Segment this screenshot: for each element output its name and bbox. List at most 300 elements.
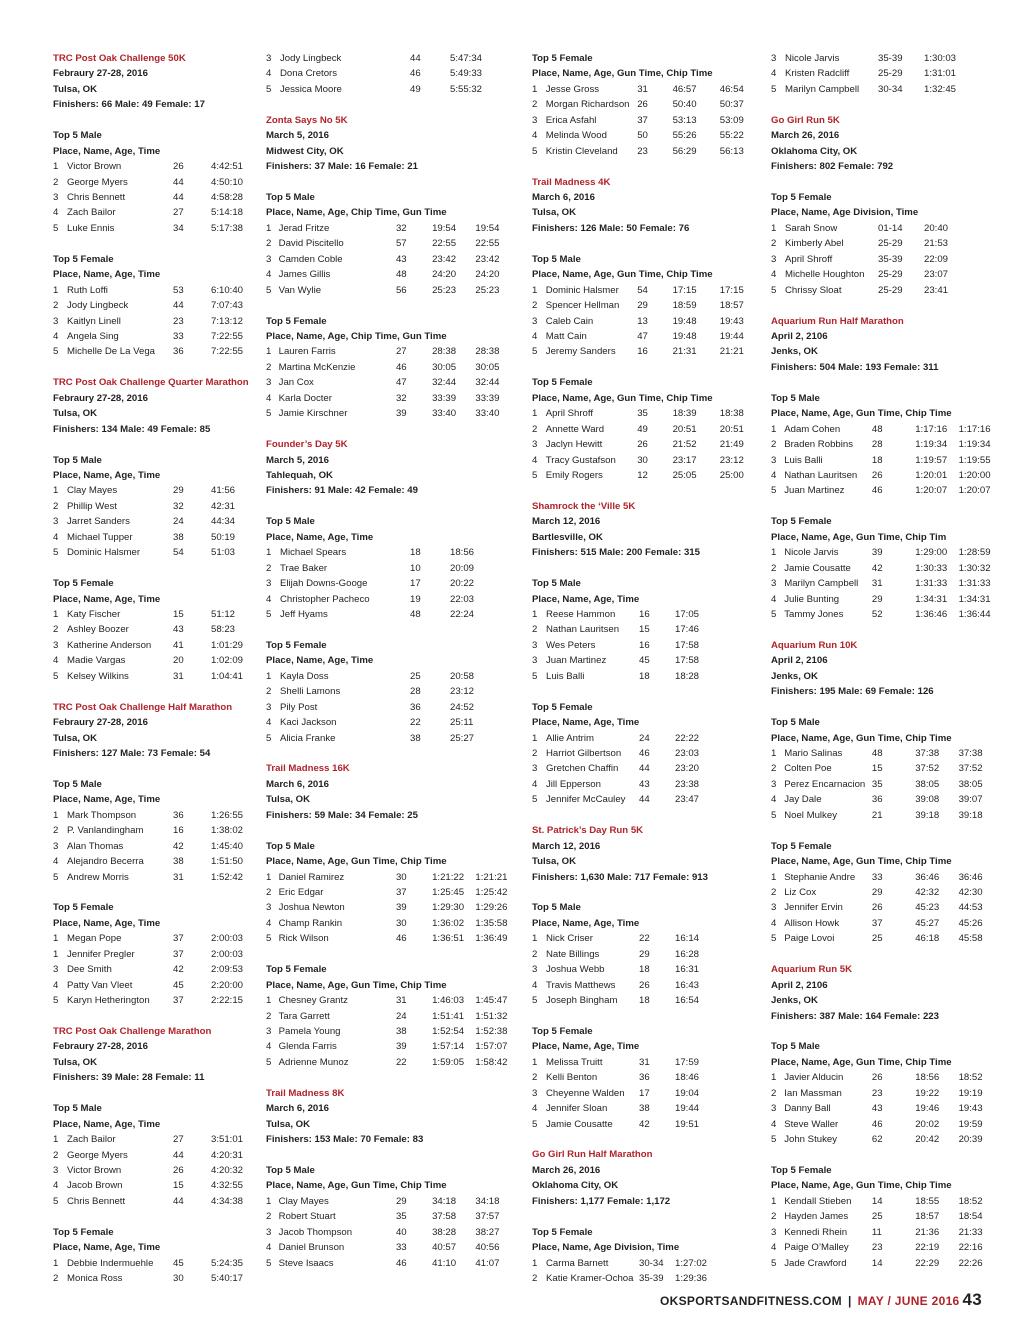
time-cell: 1:46:03 — [432, 995, 465, 1007]
name-cell: Pamela Young — [278, 1025, 341, 1037]
section-heading: Top 5 Female — [532, 1226, 593, 1238]
age-cell: 33 — [871, 871, 883, 883]
time-cell: 1:29:36 — [675, 1273, 708, 1285]
place-cell: 4 — [771, 68, 777, 80]
time-cell: 1:38:02 — [211, 825, 244, 837]
page-footer — [660, 1290, 982, 1310]
age-cell: 36 — [173, 346, 184, 358]
place-cell: 5 — [266, 1056, 272, 1068]
time-cell: 37:58 — [432, 1211, 457, 1223]
results-block — [266, 51, 516, 113]
name-cell: Karyn Hetherington — [67, 995, 150, 1007]
result-row — [771, 931, 1001, 946]
time-cell: 1:25:45 — [432, 886, 465, 898]
result-row — [53, 1256, 263, 1271]
section-heading: Top 5 Female — [771, 516, 832, 528]
place-cell: 5 — [53, 222, 59, 234]
time-cell-2: 25:23 — [475, 284, 500, 296]
result-row — [532, 947, 764, 962]
time-cell: 6:10:40 — [211, 284, 244, 296]
section-heading: Top 5 Female — [532, 53, 593, 64]
age-cell: 29 — [871, 886, 883, 898]
name-cell: Jody Lingbeck — [280, 53, 342, 64]
age-cell: 42 — [173, 840, 184, 852]
time-cell-2: 46:54 — [719, 83, 744, 95]
time-cell: 2:00:03 — [211, 948, 244, 960]
result-row — [771, 437, 1001, 452]
race-meta: Finishers: 195 Male: 69 Female: 126 — [771, 686, 934, 698]
place-cell: 2 — [266, 361, 272, 373]
result-row — [53, 638, 263, 653]
age-cell: 52 — [871, 608, 883, 620]
name-cell: Carma Barnett — [546, 1257, 609, 1269]
time-cell: 28:38 — [432, 346, 457, 358]
time-cell: 1:31:01 — [924, 68, 957, 80]
race-meta: March 5, 2016 — [266, 130, 329, 142]
result-row — [771, 483, 1001, 498]
result-row — [771, 468, 1001, 483]
name-cell: Luis Balli — [784, 454, 823, 466]
age-cell: 27 — [173, 207, 184, 219]
name-cell: Kristin Cleveland — [545, 145, 618, 157]
result-row — [53, 344, 263, 359]
place-cell: 3 — [532, 763, 538, 775]
age-cell: 56 — [395, 284, 407, 296]
result-row — [771, 252, 1001, 267]
age-cell: 26 — [639, 979, 650, 991]
result-row — [266, 267, 516, 282]
section-heading: Top 5 Male — [266, 840, 315, 852]
spacer — [771, 1148, 1001, 1163]
age-cell: 18 — [639, 995, 650, 1007]
place-cell: 2 — [771, 238, 777, 250]
age-cell: 22 — [395, 1056, 407, 1068]
place-cell: 5 — [266, 1257, 272, 1269]
age-cell: 33 — [395, 1242, 407, 1254]
name-cell: Luke Ennis — [67, 222, 115, 234]
age-cell: 29 — [395, 1195, 407, 1207]
name-cell: Kaci Jackson — [280, 717, 337, 729]
race-meta: March 12, 2016 — [532, 840, 601, 852]
place-cell: 2 — [532, 300, 538, 312]
spacer — [266, 622, 516, 637]
name-cell: Kendall Stieben — [784, 1195, 852, 1207]
result-row — [771, 82, 1001, 97]
result-row — [771, 808, 1001, 823]
time-cell: 16:31 — [675, 964, 700, 976]
age-cell: 16 — [173, 825, 184, 837]
time-cell-2: 18:52 — [958, 1072, 983, 1084]
age-cell: 28 — [410, 686, 421, 698]
time-cell: 23:38 — [675, 778, 700, 790]
result-row — [532, 1271, 764, 1286]
age-cell: 18 — [639, 670, 650, 682]
time-cell: 7:13:12 — [211, 315, 244, 327]
spacer — [266, 97, 516, 112]
name-cell: Mark Thompson — [67, 809, 137, 821]
time-cell-2: 19:54 — [475, 222, 500, 234]
name-cell: Dominic Halsmer — [67, 547, 141, 559]
result-row — [532, 746, 764, 761]
time-cell: 19:54 — [432, 222, 457, 234]
result-row — [532, 792, 764, 807]
footer-separator: | — [847, 1294, 852, 1308]
age-cell: 42 — [871, 562, 883, 574]
name-cell: Hayden James — [784, 1211, 849, 1223]
place-cell: 4 — [266, 917, 272, 929]
place-cell: 3 — [771, 578, 777, 590]
time-cell: 44:34 — [211, 516, 236, 528]
age-cell: 44 — [410, 53, 421, 64]
age-cell: 37 — [173, 948, 184, 960]
result-row — [53, 1178, 263, 1193]
spacer — [53, 1287, 263, 1302]
name-cell: Jacob Brown — [67, 1180, 123, 1192]
place-cell: 4 — [532, 778, 538, 790]
race-meta: Tulsa, OK — [53, 83, 98, 95]
spacer — [53, 1009, 263, 1024]
place-cell: 1 — [53, 284, 59, 296]
column-headers: Place, Name, Age, Gun Time, Chip Time — [771, 856, 952, 868]
age-cell: 49 — [637, 423, 648, 435]
name-cell: Colten Poe — [784, 763, 832, 775]
time-cell: 1:20:01 — [915, 470, 948, 481]
time-cell-2: 45:26 — [958, 917, 983, 929]
name-cell: Michael Spears — [280, 547, 347, 559]
result-row — [532, 453, 764, 468]
race-meta: Finishers: 126 Male: 50 Female: 76 — [532, 222, 690, 234]
name-cell: Angela Sing — [67, 331, 119, 342]
time-cell: 1:30:03 — [924, 53, 957, 64]
time-cell: 19:04 — [675, 1087, 700, 1099]
time-cell: 22:19 — [915, 1242, 940, 1254]
race-meta: Oklahoma City, OK — [771, 145, 858, 157]
result-row — [266, 607, 516, 622]
result-row — [266, 344, 516, 359]
place-cell: 2 — [266, 686, 272, 698]
time-cell: 7:07:43 — [211, 300, 244, 312]
name-cell: Katy Fischer — [67, 609, 121, 620]
result-row — [532, 993, 764, 1008]
place-cell: 5 — [266, 608, 272, 620]
result-row — [532, 97, 764, 112]
spacer — [771, 97, 1001, 112]
result-row — [771, 1225, 1001, 1240]
time-cell: 1:36:51 — [432, 933, 465, 945]
name-cell: Dona Cretors — [280, 68, 338, 80]
place-cell: 2 — [532, 1273, 538, 1285]
name-cell: Clay Mayes — [278, 1195, 329, 1207]
result-row — [532, 298, 764, 313]
race-title: Trail Madness 4K — [532, 176, 611, 188]
place-cell: 3 — [266, 1025, 272, 1037]
race-meta: Finishers: 127 Male: 73 Female: 54 — [53, 747, 211, 759]
name-cell: Megan Pope — [67, 933, 122, 945]
result-row — [266, 931, 516, 946]
age-cell: 29 — [637, 300, 648, 312]
age-cell: 45 — [173, 1257, 184, 1269]
time-cell: 17:59 — [675, 1056, 700, 1068]
age-cell: 26 — [173, 161, 184, 173]
name-cell: Kristen Radcliff — [785, 68, 850, 80]
time-cell-2: 56:13 — [719, 145, 744, 157]
place-cell: 4 — [532, 979, 538, 991]
place-cell: 1 — [266, 995, 272, 1007]
age-cell: 26 — [871, 902, 883, 914]
result-row — [53, 205, 263, 220]
place-cell: 2 — [771, 1211, 777, 1223]
name-cell: April Shroff — [545, 408, 594, 420]
place-cell: 4 — [532, 1103, 538, 1115]
age-cell: 18 — [871, 454, 883, 466]
place-cell: 3 — [771, 1226, 777, 1238]
name-cell: Karla Docter — [278, 392, 332, 404]
spacer — [266, 823, 516, 838]
name-cell: Michael Tupper — [67, 531, 133, 543]
age-cell: 17 — [639, 1087, 650, 1099]
time-cell: 25:23 — [432, 284, 457, 296]
name-cell: Pily Post — [280, 701, 318, 713]
place-cell: 4 — [532, 454, 538, 466]
age-cell: 23 — [871, 1242, 883, 1254]
place-cell: 1 — [532, 408, 538, 420]
spacer — [266, 499, 516, 514]
name-cell: Phillip West — [67, 500, 117, 512]
name-cell: Chrissy Sloat — [785, 284, 842, 296]
time-cell: 51:03 — [211, 547, 236, 559]
race-title: TRC Post Oak Challenge Quarter Marathon — [53, 377, 249, 389]
time-cell: 5:47:34 — [450, 53, 483, 64]
race-title: Trail Madness 8K — [266, 1087, 345, 1099]
results-block — [771, 962, 1001, 1286]
spacer — [266, 746, 516, 761]
time-cell: 1:27:02 — [675, 1257, 708, 1269]
time-cell: 20:40 — [924, 222, 949, 234]
time-cell-2: 18:57 — [719, 300, 744, 312]
age-cell: 54 — [637, 284, 648, 296]
place-cell: 3 — [771, 1103, 777, 1115]
section-heading: Top 5 Male — [532, 902, 581, 914]
race-meta: Finishers: 37 Male: 16 Female: 21 — [266, 161, 418, 173]
place-cell: 2 — [771, 886, 777, 898]
result-row — [266, 221, 516, 236]
results-block — [53, 700, 263, 1024]
result-row — [53, 870, 263, 885]
age-cell: 16 — [639, 639, 650, 651]
result-row — [532, 1086, 764, 1101]
place-cell: 1 — [771, 1072, 777, 1084]
result-row — [53, 962, 263, 977]
time-cell: 1:45:40 — [211, 840, 244, 852]
time-cell: 33:39 — [432, 392, 457, 404]
result-row — [771, 283, 1001, 298]
place-cell: 2 — [53, 825, 59, 837]
place-cell: 5 — [53, 1195, 59, 1207]
place-cell: 3 — [771, 253, 777, 265]
place-cell: 4 — [771, 470, 777, 481]
time-cell: 22:29 — [915, 1257, 940, 1269]
column-2 — [266, 51, 516, 1286]
race-meta: Jenks, OK — [771, 346, 818, 358]
result-row — [266, 700, 516, 715]
place-cell: 5 — [771, 809, 777, 821]
section-heading: Top 5 Female — [771, 1164, 832, 1176]
time-cell-2: 21:49 — [719, 439, 744, 451]
result-row — [53, 530, 263, 545]
result-row — [532, 422, 764, 437]
age-cell: 43 — [639, 778, 650, 790]
place-cell: 5 — [266, 732, 272, 744]
place-cell: 1 — [771, 748, 777, 759]
spacer — [53, 113, 263, 128]
place-cell: 2 — [266, 1010, 272, 1022]
time-cell: 53:13 — [672, 114, 697, 126]
section-heading: Top 5 Male — [266, 192, 315, 203]
time-cell-2: 34:18 — [475, 1195, 500, 1207]
time-cell: 4:20:32 — [211, 1164, 244, 1176]
age-cell: 22 — [639, 933, 650, 945]
result-row — [532, 1117, 764, 1132]
name-cell: Chris Bennett — [67, 1195, 126, 1207]
column-headers: Place, Name, Age, Time — [532, 593, 640, 605]
results-block — [532, 1147, 764, 1301]
section-heading: Top 5 Male — [53, 130, 102, 142]
time-cell-2: 23:12 — [719, 454, 744, 466]
section-heading: Top 5 Male — [53, 454, 102, 466]
race-meta: Bartlesville, OK — [532, 531, 603, 543]
place-cell: 4 — [53, 856, 59, 868]
age-cell: 18 — [410, 547, 421, 559]
time-cell-2: 1:29:26 — [475, 902, 508, 914]
result-row — [771, 1086, 1001, 1101]
name-cell: Jade Crawford — [784, 1257, 847, 1269]
race-meta: Febraury 27-28, 2016 — [53, 68, 148, 80]
time-cell: 1:59:05 — [432, 1056, 465, 1068]
name-cell: Jay Dale — [784, 794, 822, 806]
spacer — [771, 947, 1001, 962]
result-row — [53, 514, 263, 529]
age-cell: 35 — [871, 778, 883, 790]
age-cell: 44 — [173, 176, 184, 188]
age-cell: 27 — [395, 346, 407, 358]
name-cell: Stephanie Andre — [784, 871, 856, 883]
time-cell: 38:28 — [432, 1226, 457, 1238]
race-meta: March 12, 2016 — [532, 516, 601, 528]
age-cell: 48 — [395, 269, 407, 281]
result-row — [771, 66, 1001, 81]
age-cell: 32 — [395, 222, 407, 234]
results-block — [771, 113, 1001, 314]
result-row — [532, 777, 764, 792]
name-cell: Jeremy Sanders — [545, 346, 616, 358]
time-cell-2: 37:57 — [475, 1211, 500, 1223]
result-row — [771, 746, 1001, 761]
time-cell: 18:55 — [915, 1195, 940, 1207]
name-cell: Marilyn Campbell — [784, 578, 859, 590]
race-meta: April 2, 2106 — [771, 330, 828, 342]
time-cell-2: 1:36:49 — [475, 933, 508, 945]
age-cell: 38 — [639, 1103, 650, 1115]
result-row — [532, 622, 764, 637]
section-heading: Top 5 Female — [53, 253, 114, 265]
name-cell: Jan Cox — [278, 377, 314, 389]
age-cell: 39 — [395, 408, 407, 420]
name-cell: Kelli Benton — [546, 1072, 598, 1084]
column-headers: Place, Name, Age, Time — [266, 531, 374, 543]
age-cell: 31 — [173, 670, 184, 682]
name-cell: Caleb Cain — [545, 315, 594, 327]
age-cell: 24 — [173, 516, 184, 528]
time-cell-2: 17:15 — [719, 284, 744, 296]
name-cell: Chris Bennett — [67, 192, 126, 204]
place-cell: 3 — [266, 902, 272, 914]
page-number: 43 — [962, 1290, 983, 1309]
result-row — [532, 344, 764, 359]
place-cell: 5 — [771, 83, 777, 95]
time-cell-2: 1:36:44 — [958, 608, 991, 620]
age-cell: 28 — [871, 439, 883, 451]
place-cell: 5 — [532, 469, 538, 481]
section-heading: Top 5 Male — [532, 578, 581, 590]
result-row — [532, 978, 764, 993]
race-meta: Tulsa, OK — [532, 856, 577, 868]
age-cell: 38 — [173, 856, 184, 868]
result-row — [532, 638, 764, 653]
time-cell-2: 1:30:32 — [958, 562, 991, 574]
footer-site: OKSPORTSANDFITNESS.COM — [660, 1294, 842, 1308]
result-row — [771, 51, 1001, 66]
name-cell: Kennedi Rhein — [784, 1226, 848, 1238]
name-cell: Jeff Hyams — [280, 608, 328, 620]
race-meta: Finishers: 1,177 Female: 1,172 — [532, 1195, 671, 1207]
result-row — [53, 1271, 263, 1286]
result-row — [266, 1024, 516, 1039]
place-cell: 5 — [53, 547, 59, 559]
age-cell: 31 — [173, 871, 184, 883]
race-title: Shamrock the ‘Ville 5K — [532, 500, 636, 512]
age-cell: 26 — [871, 470, 883, 481]
name-cell: Daniel Brunson — [278, 1242, 345, 1254]
time-cell-2: 53:09 — [719, 114, 744, 126]
age-cell: 32 — [395, 392, 407, 404]
name-cell: Melissa Truitt — [546, 1056, 603, 1068]
column-headers: Place, Name, Age, Gun Time, Chip Time — [266, 979, 447, 991]
name-cell: Jennifer Sloan — [546, 1103, 608, 1115]
time-cell: 19:22 — [915, 1087, 940, 1099]
name-cell: Ruth Loffi — [67, 284, 108, 296]
spacer — [532, 885, 764, 900]
results-block — [532, 499, 764, 823]
result-row — [771, 1194, 1001, 1209]
age-cell: 48 — [410, 608, 421, 620]
time-cell: 24:20 — [432, 269, 457, 281]
name-cell: Marilyn Campbell — [785, 83, 860, 95]
name-cell: Champ Rankin — [278, 917, 343, 929]
name-cell: Joseph Bingham — [546, 995, 618, 1007]
race-meta: April 2, 2106 — [771, 979, 828, 991]
race-meta: Febraury 27-28, 2016 — [53, 1041, 148, 1053]
column-headers: Place, Name, Age, Gun Time, Chip Time — [532, 392, 713, 404]
name-cell: George Myers — [67, 1149, 128, 1161]
race-meta: Finishers: 387 Male: 164 Female: 223 — [771, 1010, 939, 1022]
place-cell: 4 — [771, 794, 777, 806]
result-row — [53, 669, 263, 684]
place-cell: 5 — [771, 485, 777, 497]
name-cell: Jennifer Ervin — [784, 902, 843, 914]
age-cell: 16 — [637, 346, 648, 358]
place-cell: 3 — [771, 454, 777, 466]
time-cell: 50:40 — [672, 99, 697, 111]
